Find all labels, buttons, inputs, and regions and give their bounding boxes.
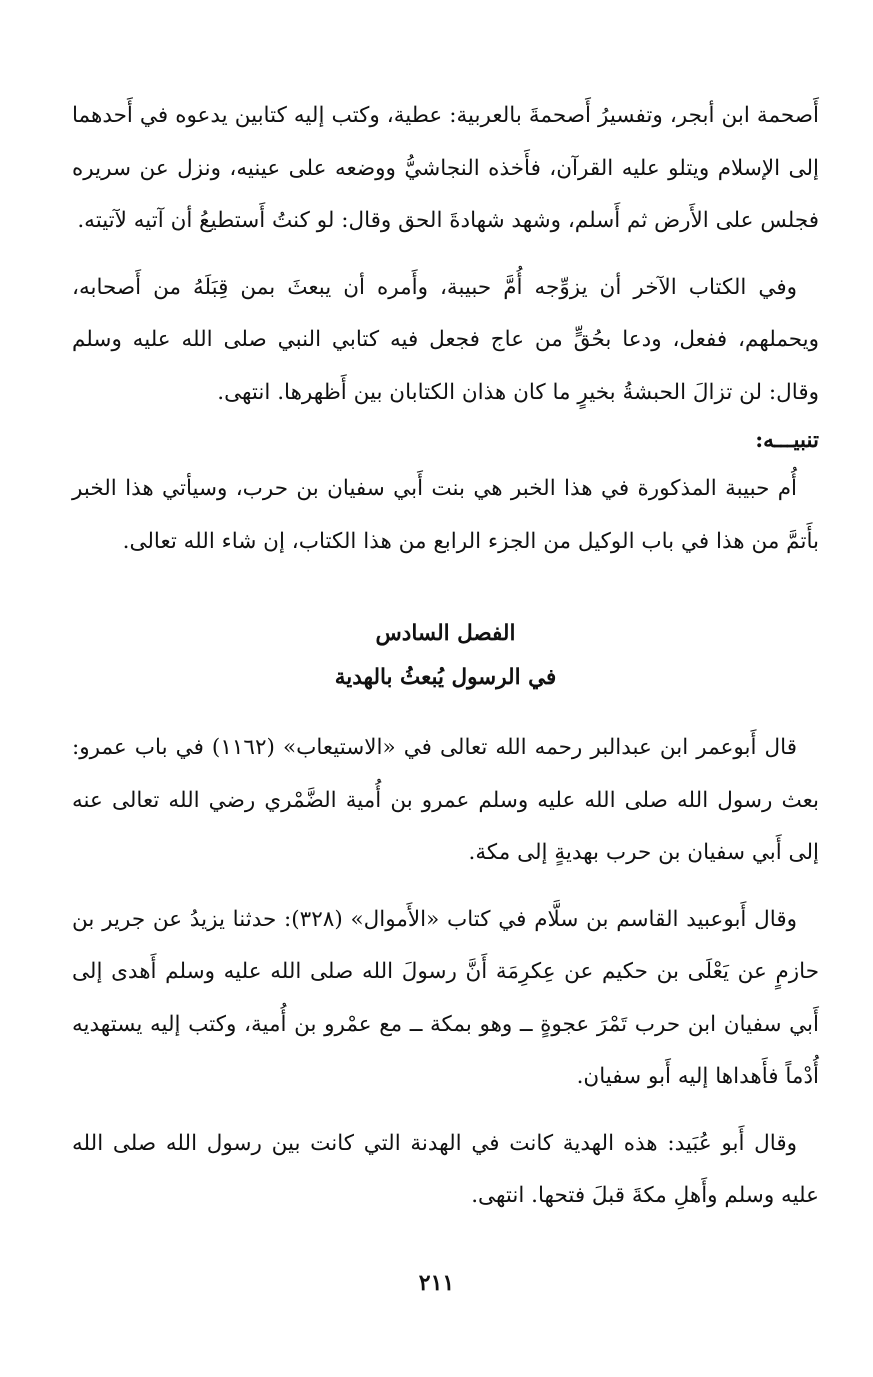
book-page bbox=[72, 90, 819, 1337]
note-text: أُم حبيبة المذكورة في هذا الخبر هي بنت أَبي سفيان بن حرب، وسيأتي هذا الخبر بأَتمَّ من هذا في باب الوكيل من الجزء الرابع من هذا الكتاب، إن شاء الله تعالى. bbox=[72, 476, 819, 554]
note-heading: تنبيـــه: bbox=[755, 428, 819, 453]
paragraph-abu-ubaid-note: وقال أَبو عُبَيد: هذه الهدية كانت في الهدنة التي كانت بين رسول الله صلى الله عليه وسلم وأَهلِ مكةَ قبلَ فتحها. انتهى. bbox=[72, 1130, 819, 1208]
paragraph-second-letter: وفي الكتاب الآخر أن يزوِّجه أُمَّ حبيبة، وأَمره أن يبعثَ بمن قِبَلَهُ من أَصحابه، ويحملهم، ففعل، ودعا بحُقٍّ من عاج فجعل فيه كتابي النبي صلى الله عليه وسلم وقال: لن تزالَ الحبشةُ بخيرٍ ما كان هذان الكتابان بين أَظهرها. انتهى. bbox=[72, 274, 819, 405]
chapter-subtitle: في الرسول يُبعثُ بالهدية bbox=[334, 665, 557, 690]
paragraph-asham-letter: أَصحمة ابن أبجر، وتفسيرُ أَصحمةَ بالعربية: عطية، وكتب إليه كتابين يدعوه في أَحدهما إلى الإسلام ويتلو عليه القرآن، فأَخذه النجاشيُّ ووضعه على عينيه، ونزل عن سريره فجلس على الأَرض ثم أَسلم، وشهد شهادةَ الحق وقال: لو كنتُ أَستطيعُ أن آتيه لآتيته. bbox=[72, 103, 819, 233]
paragraph-abu-ubaid: وقال أَبوعبيد القاسم بن سلَّام في كتاب «الأَموال» (٣٢٨): حدثنا يزيدُ عن جرير بن حازمٍ عن يَعْلَى بن حكيم عن عِكرِمَة أَنَّ رسولَ الله صلى الله عليه وسلم أَهدى إلى أَبي سفيان ابن حرب تَمْرَ عجوةٍ ــ وهو بمكة ــ مع عمْرو بن أُمية، وكتب إليه يستهديه أُدْماً فأَهداها إليه أَبو سفيان. bbox=[72, 906, 819, 1089]
chapter-header bbox=[72, 612, 819, 700]
chapter-title: الفصل السادس bbox=[375, 621, 516, 646]
page-number: ٢١١ bbox=[418, 1270, 455, 1296]
paragraph-abu-umar: قال أَبوعمر ابن عبدالبر رحمه الله تعالى في «الاستيعاب» (١١٦٢) في باب عمرو: بعث رسول الله صلى الله عليه وسلم عمرو بن أُمية الضَّمْري رضي الله تعالى عنه إلى أَبي سفيان بن حرب بهديةٍ إلى مكة. bbox=[72, 735, 819, 865]
